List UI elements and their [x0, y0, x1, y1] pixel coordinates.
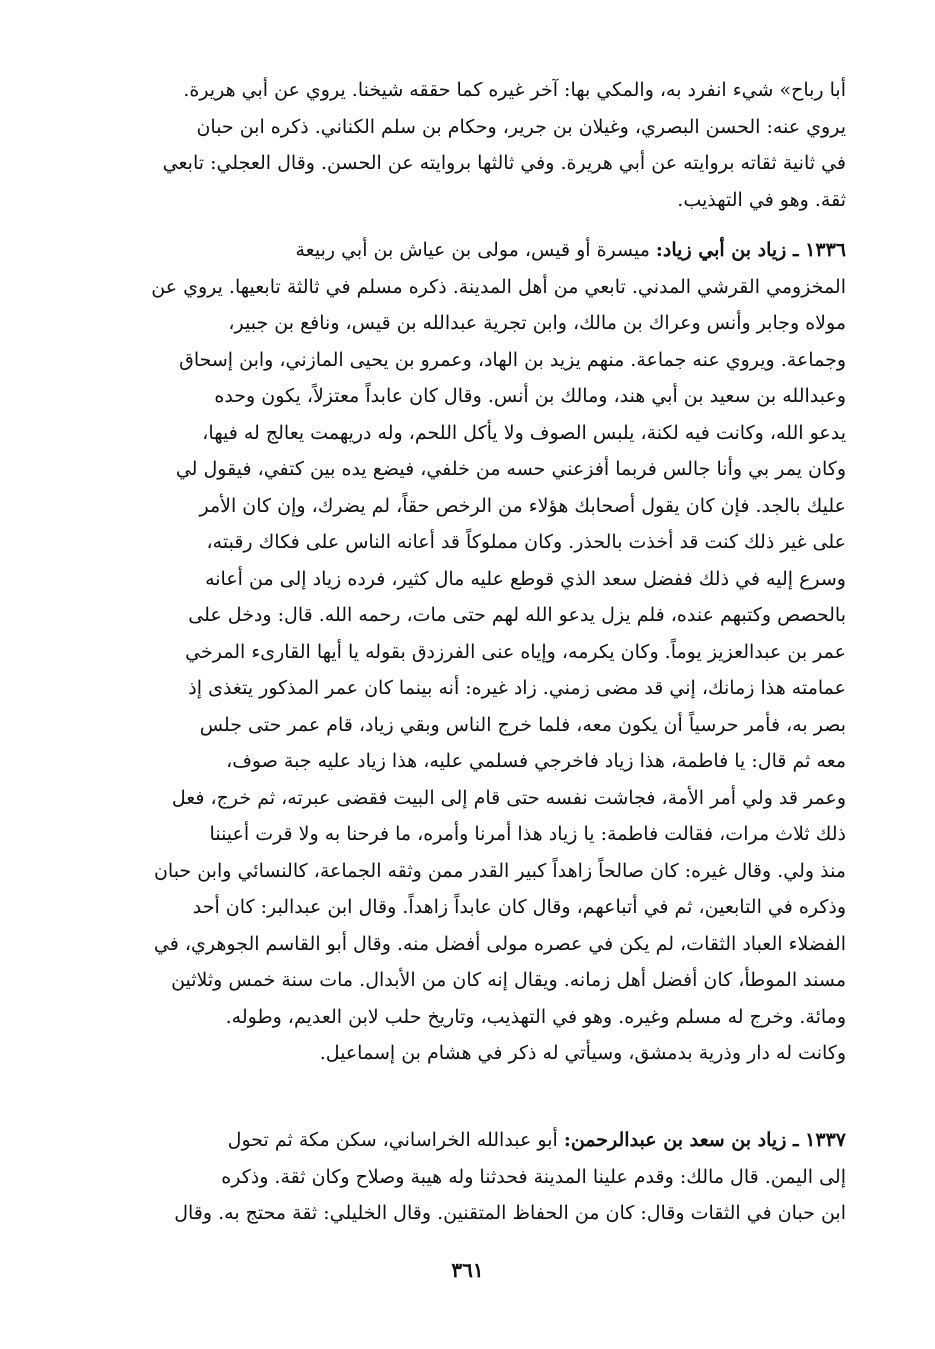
paragraph-continuation	[102, 72, 846, 218]
text-line	[102, 1072, 846, 1109]
text-line: وعبدالله بن سعيد بن أبي هند، ومالك بن أنس. وقال كان عابداً معتزلاً، يكون وحده	[214, 385, 846, 407]
text-line: بالحصص وكتبهم عنده، فلم يزل يدعو الله لهم حتى مات، رحمه الله. قال: ودخل على	[188, 604, 846, 626]
entry-1337	[102, 1122, 846, 1232]
entry-heading: ١٣٣٦ ـ زياد بن أبي زياد:	[655, 239, 846, 261]
text-line: وكانت له دار وذرية بدمشق، وسيأتي له ذكر في هشام بن إسماعيل.	[319, 1042, 846, 1064]
text-line: في ثانية ثقاته بروايته عن أبي هريرة. وفي ثالثها بروايته عن الحسن. وقال العجلي: تابعي	[162, 152, 846, 174]
text-line: ثقة. وهو في التهذيب.	[677, 188, 846, 211]
text-line: ذلك ثلاث مرات، فقالت فاطمة: يا زياد هذا أمرنا وأمره، ما فرحنا به ولا قرت أعيننا	[209, 823, 846, 845]
text-column	[102, 72, 846, 1232]
text-line: أبا رباح» شيء انفرد به، والمكي بها: آخر غيره كما حققه شيخنا. يروي عن أبي هريرة.	[183, 79, 846, 101]
paragraph-gap	[102, 218, 846, 232]
text-line: معه ثم قال: يا فاطمة، هذا زياد فاخرجي فسلمي عليه، هذا زياد عليه جبة صوف،	[226, 750, 846, 772]
text-line: ابن حبان في الثقات وقال: كان من الحفاظ المتقنين. وقال الخليلي: ثقة محتج به. وقال	[174, 1202, 846, 1224]
text-line: عمر بن عبدالعزيز يوماً. وكان يكرمه، وإياه عنى الفرزدق بقوله يا أيها القارىء المرخي	[185, 640, 846, 663]
text-line	[102, 1122, 846, 1159]
text-line: يروي عنه: الحسن البصري، وغيلان بن جرير، وحكام بن سلم الكناني. ذكره ابن حبان	[196, 115, 846, 138]
text-line: وكان يمر بي وأنا جالس فربما أفزعني حسه من خلفي، فيضع يده بين كتفي، فيقول لي	[175, 458, 846, 480]
text-line: وجماعة. ويروي عنه جماعة. منهم يزيد بن الهاد، وعمرو بن يحيى المازني، وابن إسحاق	[179, 348, 846, 371]
text-line: إلى اليمن. قال مالك: وقدم علينا المدينة فحدثنا وله هيبة وصلاح وكان ثقة. وذكره	[221, 1165, 846, 1188]
text-line: الفضلاء العباد الثقات، لم يكن في عصره مولى أفضل منه. وقال أبو القاسم الجوهري، في	[153, 932, 846, 955]
text-line: مولاه وجابر وأنس وعراك بن مالك، وابن تجرية عبدالله بن قيس، ونافع بن جبير،	[228, 312, 846, 334]
text-line: وسرع إليه في ذلك ففضل سعد الذي قوطع عليه مال كثير، فرده زياد إلى من أعانه	[205, 567, 846, 590]
text-line: المخزومي القرشي المدني. تابعي من أهل المدينة. ذكره مسلم في ثالثة تابعيها. يروي عن	[151, 275, 846, 298]
entry-heading-rest: ميسرة أو قيس، مولى بن عياش بن أبي ربيعة	[295, 239, 650, 261]
text-line: مسند الموطأ، كان أفضل أهل زمانه. ويقال إنه كان من الأبدال. مات سنة خمس وثلاثين	[171, 969, 846, 991]
paragraph-gap	[102, 1108, 846, 1122]
text-line: وعمر قد ولي أمر الأمة، فجاشت نفسه حتى قام إلى البيت فقضى عبرته، ثم خرج، فعل	[171, 786, 846, 809]
text-line: ومائة. وخرج له مسلم وغيره. وهو في التهذيب، وتاريخ حلب لابن العديم، وطوله.	[225, 1005, 846, 1028]
text-line	[102, 232, 846, 269]
text-line: يدعو الله، وكانت فيه لكنة، يلبس الصوف ولا يأكل اللحم، وله دريهمت يعالج له فيها،	[202, 421, 846, 444]
text-line: وذكره في التابعين، ثم في أتباعهم، وقال كان عابداً زاهداً. وقال ابن عبدالبر: كان أحد	[192, 896, 846, 918]
text-line: على غير ذلك كنت قد أخذت بالحذر. وكان مملوكاً قد أعانه الناس على فكاك رقبته،	[206, 531, 846, 553]
entry-1336	[102, 232, 846, 1108]
entry-heading-rest: أبو عبدالله الخراساني، سكن مكة ثم تحول	[227, 1129, 558, 1151]
text-line: بصر به، فأمر حرسياً أن يكون معه، فلما خرج الناس وبقي زياد، قام عمر حتى جلس	[199, 713, 846, 736]
text-line: عمامته هذا زمانك، إني قد مضى زمني. زاد غيره: أنه بينما كان عمر المذكور يتغذى إذ	[188, 677, 846, 699]
page-number: ٣٦١	[451, 1258, 484, 1282]
text-line: عليك بالجد. فإن كان يقول أصحابك هؤلاء من الرخص حقاً، لم يضرك، وإن كان الأمر	[199, 494, 846, 517]
text-line: منذ ولي. وقال غيره: كان صالحاً زاهداً كبير القدر ممن وثقه الجماعة، كالنسائي وابن حبان	[153, 859, 846, 882]
entry-heading: ١٣٣٧ ـ زياد بن سعد بن عبدالرحمن:	[563, 1129, 846, 1151]
